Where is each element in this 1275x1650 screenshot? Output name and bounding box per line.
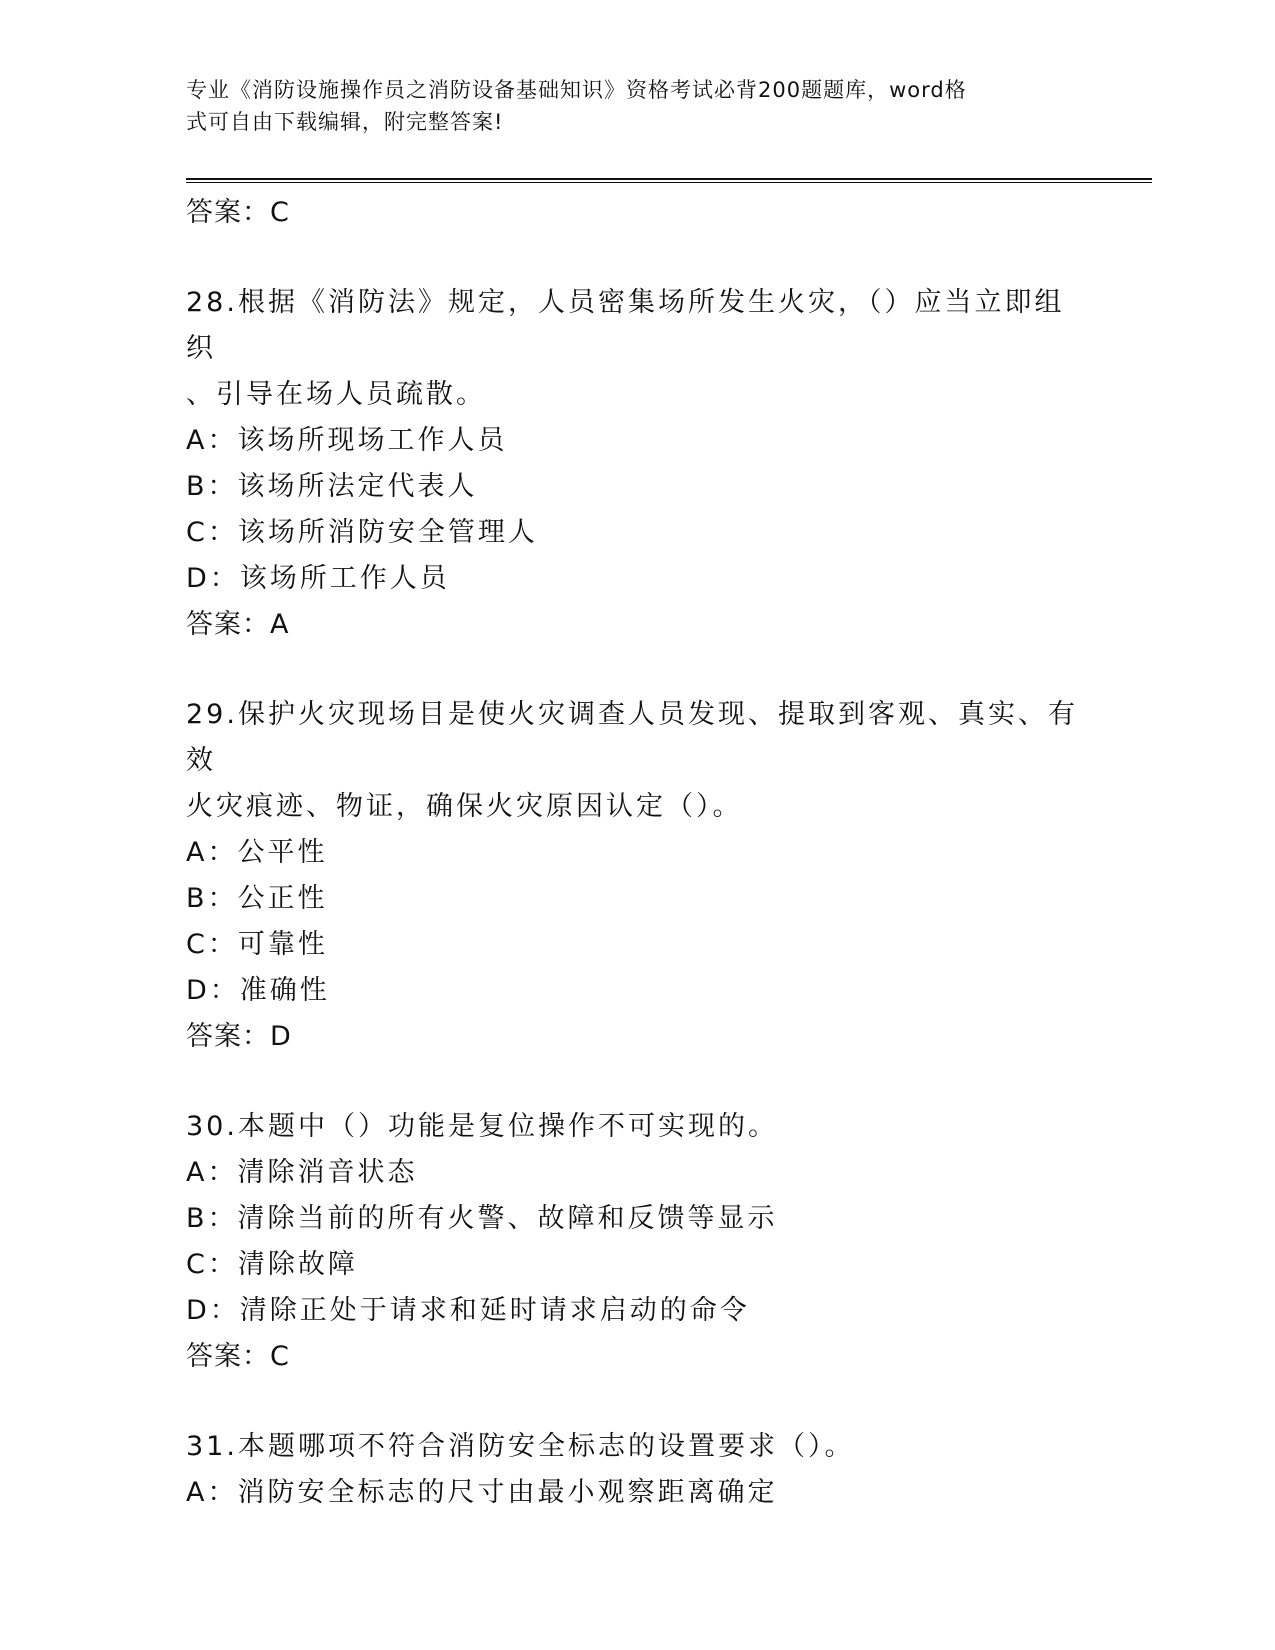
question-30 xyxy=(186,1104,1086,1380)
question-text: 30.本题中（）功能是复位操作不可实现的。 xyxy=(186,1111,778,1142)
answer-line: 答案：C xyxy=(186,197,290,228)
option-d: D：准确性 xyxy=(186,975,330,1006)
option-b: B：清除当前的所有火警、故障和反馈等显示 xyxy=(186,1203,778,1234)
header-divider xyxy=(186,178,1152,183)
option-a: A：消防安全标志的尺寸由最小观察距离确定 xyxy=(186,1477,778,1508)
option-b: B：该场所法定代表人 xyxy=(186,471,478,502)
option-c: C：该场所消防安全管理人 xyxy=(186,517,538,548)
answer-line: 答案：C xyxy=(186,1341,290,1372)
question-28 xyxy=(186,280,1086,648)
header-line-2: 式可自由下载编辑，附完整答案! xyxy=(186,110,504,134)
question-29 xyxy=(186,692,1086,1060)
answer-line: 答案：D xyxy=(186,1021,292,1052)
option-b: B：公正性 xyxy=(186,883,328,914)
question-list xyxy=(186,190,1086,1516)
question-text: 火灾痕迹、物证，确保火灾原因认定（）。 xyxy=(186,791,743,822)
option-d: D：清除正处于请求和延时请求启动的命令 xyxy=(186,1295,750,1326)
header-line-1: 专业《消防设施操作员之消防设备基础知识》资格考试必背200题题库，word格 xyxy=(186,78,967,102)
option-a: A：清除消音状态 xyxy=(186,1157,418,1188)
question-text: 31.本题哪项不符合消防安全标志的设置要求（）。 xyxy=(186,1431,855,1462)
question-text: 、引导在场人员疏散。 xyxy=(186,379,486,410)
option-a: A：该场所现场工作人员 xyxy=(186,425,508,456)
option-a: A：公平性 xyxy=(186,837,328,868)
option-c: C：可靠性 xyxy=(186,929,328,960)
answer-line: 答案：A xyxy=(186,609,290,640)
document-header xyxy=(186,74,1086,138)
question-text: 28.根据《消防法》规定，人员密集场所发生火灾，（）应当立即组织 xyxy=(186,287,1065,364)
question-text: 29.保护火灾现场目是使火灾调查人员发现、提取到客观、真实、有效 xyxy=(186,699,1078,776)
option-c: C：清除故障 xyxy=(186,1249,358,1280)
option-d: D：该场所工作人员 xyxy=(186,563,450,594)
question-31 xyxy=(186,1424,1086,1516)
